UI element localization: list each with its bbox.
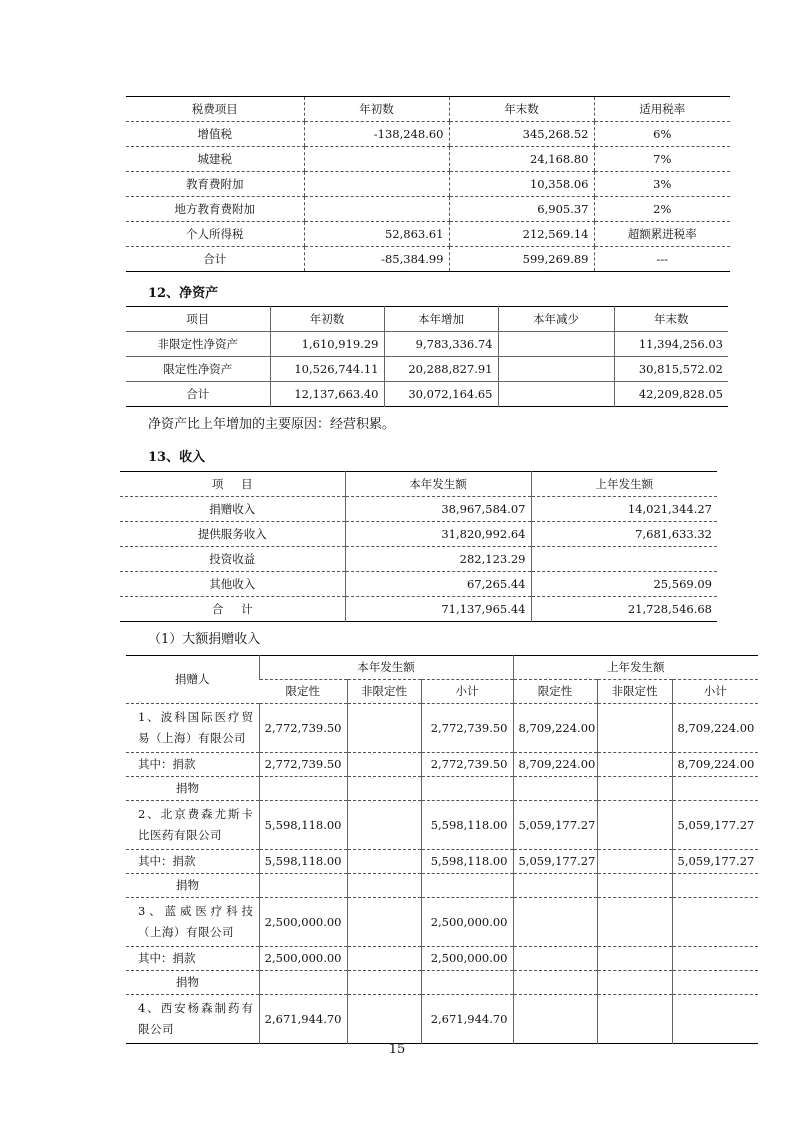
table-cell: 合 计 [211,602,253,616]
column-header: 限定性 [259,680,347,704]
donor-name: 其中：捐款 [126,850,259,874]
table-cell: 12,137,663.40 [270,382,384,407]
table-cell [513,995,597,1044]
table-cell [347,947,421,971]
table-cell: 11,394,256.03 [614,332,728,357]
table-row [126,874,758,898]
table-cell: 其他收入 [120,572,345,597]
column-header: 年初数 [270,307,384,332]
table-row [120,497,717,522]
table-cell [347,801,421,850]
tax-table [126,96,730,272]
donations-table [126,655,758,1044]
table-cell: 2,772,739.50 [421,704,513,753]
table-cell: -138,248.60 [304,122,449,147]
table-cell [513,947,597,971]
column-header: 小计 [421,680,513,704]
donor-name: 1、波科国际医疗贸易（上海）有限公司 [126,704,259,753]
table-cell: 9,783,336.74 [384,332,498,357]
table-header-row [126,307,728,332]
table-cell: 67,265.44 [345,572,531,597]
table-header-row [120,472,717,497]
table-header-row [126,97,730,122]
table-row [126,850,758,874]
table-cell: 52,863.61 [304,222,449,247]
table-cell [597,777,672,801]
table-row [126,197,730,222]
table-total-row [126,382,728,407]
table-cell [347,898,421,947]
table-cell [672,947,758,971]
table-cell: 3% [594,172,730,197]
table-row [126,947,758,971]
table-cell: 5,059,177.27 [513,801,597,850]
table-cell: 地方教育费附加 [126,197,304,222]
donor-name: 捐物 [126,874,259,898]
table-cell: 42,209,828.05 [614,382,728,407]
column-header: 小计 [672,680,758,704]
table-cell: 25,569.09 [531,572,717,597]
table-cell [597,898,672,947]
table-cell: 8,709,224.00 [672,753,758,777]
table-total-row [120,597,717,622]
table-cell: 增值税 [126,122,304,147]
table-cell [304,147,449,172]
table-cell: 599,269.89 [449,247,594,272]
table-cell: 30,815,572.02 [614,357,728,382]
table-cell [597,753,672,777]
table-cell: 5,598,118.00 [421,850,513,874]
table-cell: 5,598,118.00 [259,801,347,850]
table-cell: 5,598,118.00 [421,801,513,850]
table-cell: 5,059,177.27 [513,850,597,874]
table-cell [531,547,717,572]
table-cell [304,197,449,222]
column-header: 本年减少 [498,307,614,332]
table-cell: 提供服务收入 [120,522,345,547]
table-row [120,547,717,572]
table-cell: 合计 [203,252,227,266]
table-cell [347,777,421,801]
column-header: 年末数 [614,307,728,332]
table-cell: 2,500,000.00 [421,947,513,971]
table-cell: 38,967,584.07 [345,497,531,522]
table-cell: 31,820,992.64 [345,522,531,547]
net-assets-note: 净资产比上年增加的主要原因：经营积累。 [148,417,396,432]
table-row [120,522,717,547]
table-cell: 2,772,739.50 [421,753,513,777]
table-row [126,971,758,995]
column-header: 限定性 [513,680,597,704]
table-cell [498,357,614,382]
table-cell [672,971,758,995]
table-cell: 2,671,944.70 [259,995,347,1044]
table-cell: 7,681,633.32 [531,522,717,547]
table-cell: 5,059,177.27 [672,850,758,874]
prior-year-header: 上年发生额 [513,656,758,680]
table-cell [672,874,758,898]
net-assets-table [126,306,728,407]
table-row [126,147,730,172]
table-cell [597,971,672,995]
table-cell [597,704,672,753]
section-13-title: 13、收入 [148,450,206,465]
income-table [120,471,717,622]
donor-name: 4、西安杨森制药有限公司 [138,1001,254,1036]
column-header: 本年发生额 [345,472,531,497]
table-cell [672,995,758,1044]
table-cell [347,874,421,898]
table-cell: 城建税 [126,147,304,172]
table-cell [421,777,513,801]
page-number: 15 [388,1042,406,1057]
table-cell [513,874,597,898]
table-cell: 10,358.06 [449,172,594,197]
column-header: 年末数 [449,97,594,122]
column-header: 项 目 [120,472,345,497]
table-cell: --- [594,247,730,272]
column-header: 上年发生额 [531,472,717,497]
table-cell: 6% [594,122,730,147]
table-cell: 10,526,744.11 [270,357,384,382]
table-cell: 14,021,344.27 [531,497,717,522]
table-cell [597,874,672,898]
table-cell: 282,123.29 [345,547,531,572]
table-cell: 212,569.14 [449,222,594,247]
table-row [126,777,758,801]
table-cell [513,971,597,995]
column-header: 本年增加 [384,307,498,332]
table-cell [672,777,758,801]
table-cell [347,971,421,995]
table-cell: 个人所得税 [126,222,304,247]
table-cell [259,971,347,995]
table-cell [597,947,672,971]
table-cell [259,777,347,801]
table-cell: 7% [594,147,730,172]
column-header: 年初数 [304,97,449,122]
table-cell: 8,709,224.00 [513,753,597,777]
donor-name: 其中：捐款 [126,947,259,971]
table-row [126,122,730,147]
table-row [120,572,717,597]
table-cell [347,753,421,777]
table-row [126,898,758,947]
table-row [126,801,758,850]
table-cell: 超额累进税率 [594,222,730,247]
table-cell [347,995,421,1044]
table-cell: 2,671,944.70 [421,995,513,1044]
table-cell: 投资收益 [120,547,345,572]
donor-name: 2、北京费森尤斯卡比医药有限公司 [126,801,259,850]
table-cell [347,850,421,874]
current-year-header: 本年发生额 [259,656,513,680]
table-cell: 1,610,919.29 [270,332,384,357]
table-cell: 8,709,224.00 [672,704,758,753]
donor-header: 捐赠人 [126,656,259,704]
table-cell: -85,384.99 [304,247,449,272]
table-cell [347,704,421,753]
table-cell: 2,772,739.50 [259,704,347,753]
table-cell: 5,598,118.00 [259,850,347,874]
table-cell: 2% [594,197,730,222]
table-cell: 2,500,000.00 [421,898,513,947]
table-cell: 非限定性净资产 [126,332,270,357]
column-header: 项目 [126,307,270,332]
table-cell: 24,168.80 [449,147,594,172]
table-row [126,704,758,753]
table-row [126,357,728,382]
table-cell: 6,905.37 [449,197,594,222]
table-cell: 限定性净资产 [126,357,270,382]
table-cell [421,874,513,898]
table-cell [597,850,672,874]
table-header-row [126,656,758,680]
table-cell: 20,288,827.91 [384,357,498,382]
table-cell [672,898,758,947]
column-header: 非限定性 [597,680,672,704]
column-header: 适用税率 [594,97,730,122]
table-cell: 8,709,224.00 [513,704,597,753]
table-cell: 345,268.52 [449,122,594,147]
table-row [126,172,730,197]
table-row [126,222,730,247]
donor-name: 其中：捐款 [126,753,259,777]
column-header: 非限定性 [347,680,421,704]
table-cell [597,995,672,1044]
section-12-title: 12、净资产 [148,286,219,301]
table-cell [597,801,672,850]
donor-name: 捐物 [126,971,259,995]
table-cell: 捐赠收入 [120,497,345,522]
table-cell [513,777,597,801]
table-cell [513,898,597,947]
table-cell: 30,072,164.65 [384,382,498,407]
table-row [126,753,758,777]
table-cell: 合计 [186,387,210,401]
donations-subtitle: （1）大额捐赠收入 [148,632,261,647]
table-row [126,332,728,357]
table-cell [259,874,347,898]
table-cell: 2,500,000.00 [259,898,347,947]
donor-name: 捐物 [126,777,259,801]
table-cell [304,172,449,197]
table-row [126,995,758,1044]
table-cell [421,971,513,995]
table-cell: 5,059,177.27 [672,801,758,850]
donor-name: 3、蓝威医疗科技（上海）有限公司 [126,898,259,947]
table-cell: 21,728,546.68 [531,597,717,622]
table-cell: 2,772,739.50 [259,753,347,777]
table-cell: 教育费附加 [126,172,304,197]
table-cell: 2,500,000.00 [259,947,347,971]
table-total-row [126,247,730,272]
column-header: 税费项目 [126,97,304,122]
table-cell [498,382,614,407]
table-cell [498,332,614,357]
table-cell: 71,137,965.44 [345,597,531,622]
